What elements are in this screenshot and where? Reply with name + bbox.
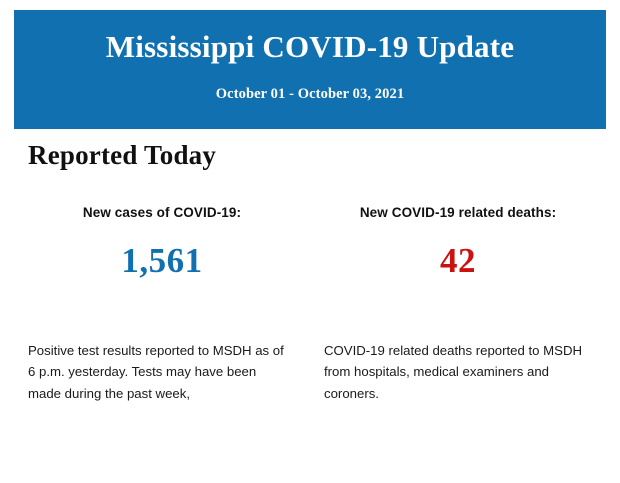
stat-value-new-deaths: 42 xyxy=(440,241,476,280)
stat-value-new-cases: 1,561 xyxy=(121,241,203,280)
date-range: October 01 - October 03, 2021 xyxy=(215,86,405,103)
note-text-new-deaths: COVID-19 related deaths reported to MSDH from hospitals, medical examiners and coroners. xyxy=(324,343,583,401)
note-new-deaths xyxy=(310,340,606,404)
stat-new-cases xyxy=(14,205,310,281)
header-banner xyxy=(14,10,606,129)
stats-row xyxy=(14,205,606,281)
stat-label-new-cases: New cases of COVID-19: xyxy=(82,205,242,220)
section-title-reported-today: Reported Today xyxy=(28,140,217,170)
note-new-cases xyxy=(14,340,310,404)
page-title: Mississippi COVID-19 Update xyxy=(105,29,515,64)
stat-label-new-deaths: New COVID-19 related deaths: xyxy=(359,205,557,220)
note-text-new-cases: Positive test results reported to MSDH as of 6 p.m. yesterday. Tests may have been made during the past week, xyxy=(28,343,284,401)
notes-row xyxy=(14,340,606,404)
stat-new-deaths xyxy=(310,205,606,281)
